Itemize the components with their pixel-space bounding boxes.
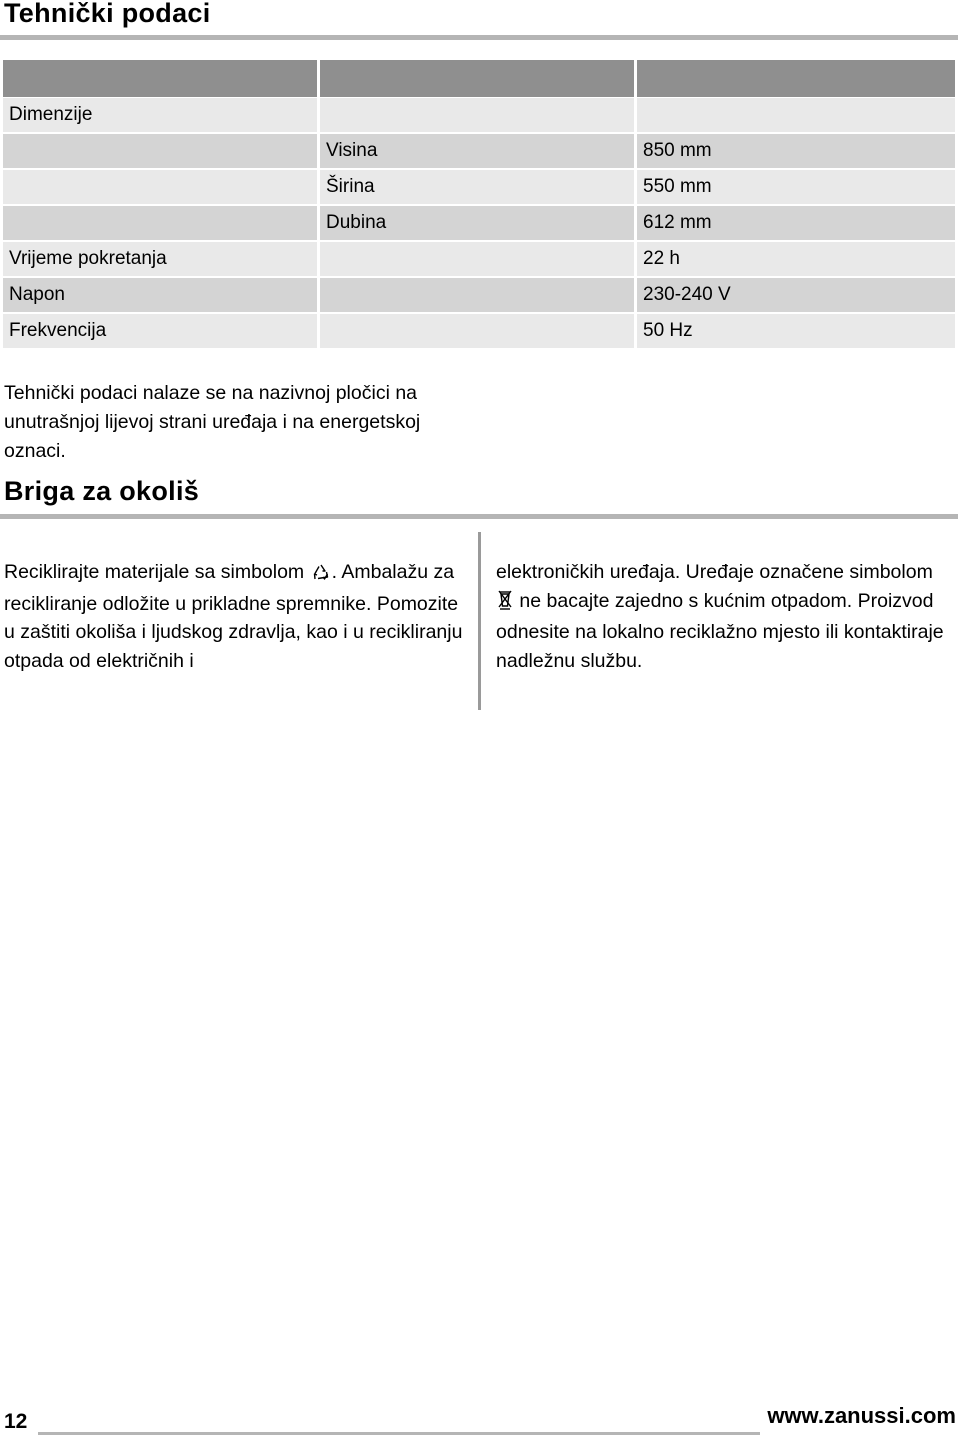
table-cell-sub: Širina xyxy=(320,170,634,206)
technical-data-table xyxy=(0,60,958,350)
table-row xyxy=(3,242,955,278)
table-header-cell xyxy=(320,60,634,98)
environment-text-left xyxy=(4,558,464,675)
section-title-environment: Briga za okoliš xyxy=(4,476,200,506)
table-cell-sub: Visina xyxy=(320,134,634,170)
table-body xyxy=(3,98,955,350)
table-cell-sub xyxy=(320,278,634,314)
table-cell-value: 850 mm xyxy=(637,134,955,170)
environment-text-part: Reciklirajte materijale sa simbolom xyxy=(4,561,305,583)
table-header-row xyxy=(3,60,955,98)
table-cell-value: 22 h xyxy=(637,242,955,278)
table-row xyxy=(3,134,955,170)
table-cell-sub xyxy=(320,98,634,134)
table-cell-label: Frekvencija xyxy=(3,314,317,350)
crossed-bin-icon xyxy=(498,590,512,619)
table-cell-sub xyxy=(320,314,634,350)
table-cell-label xyxy=(3,206,317,242)
table-row xyxy=(3,314,955,350)
table-cell-value xyxy=(637,98,955,134)
page-number: 12 xyxy=(4,1410,28,1433)
table-cell-label: Vrijeme pokretanja xyxy=(3,242,317,278)
table-cell-label: Napon xyxy=(3,278,317,314)
table-cell-sub: Dubina xyxy=(320,206,634,242)
table-header-cell xyxy=(637,60,955,98)
table-cell-label xyxy=(3,170,317,206)
heading-rule xyxy=(0,35,958,40)
table-cell-value: 50 Hz xyxy=(637,314,955,350)
table-row xyxy=(3,98,955,134)
table-row xyxy=(3,206,955,242)
environment-text-right xyxy=(496,558,956,675)
table-row xyxy=(3,170,955,206)
recycle-icon xyxy=(312,561,330,590)
environment-text-part: ne bacajte zajedno s kućnim otpadom. Proizvod odnesite na lokalno reciklažno mjesto ili kontaktiraje nadležnu službu. xyxy=(496,589,944,672)
environment-text-part: elektroničkih uređaja. Uređaje označene simbolom xyxy=(496,561,933,583)
environment-text-part: . Ambalažu za recikliranje odložite u prikladne spremnike. Pomozite u zaštiti okoliša i ljudskog zdravlja, kao i u recikliranju otpada od električnih i xyxy=(4,561,463,672)
website-url: www.zanussi.com xyxy=(767,1403,956,1428)
table-row xyxy=(3,278,955,314)
table-cell-value: 550 mm xyxy=(637,170,955,206)
column-divider xyxy=(478,532,481,710)
table-cell-value: 230-240 V xyxy=(637,278,955,314)
table-cell-label xyxy=(3,134,317,170)
section-title-technical-data: Tehnički podaci xyxy=(4,0,211,28)
table-cell-value: 612 mm xyxy=(637,206,955,242)
table-cell-label: Dimenzije xyxy=(3,98,317,134)
technical-data-note: Tehnički podaci nalaze se na nazivnoj pločici na unutrašnjoj lijevoj strani uređaja i na energetskoj oznaci. xyxy=(4,382,421,462)
table-header-cell xyxy=(3,60,317,98)
table-cell-sub xyxy=(320,242,634,278)
footer-rule xyxy=(38,1432,760,1435)
heading-rule xyxy=(0,514,958,519)
